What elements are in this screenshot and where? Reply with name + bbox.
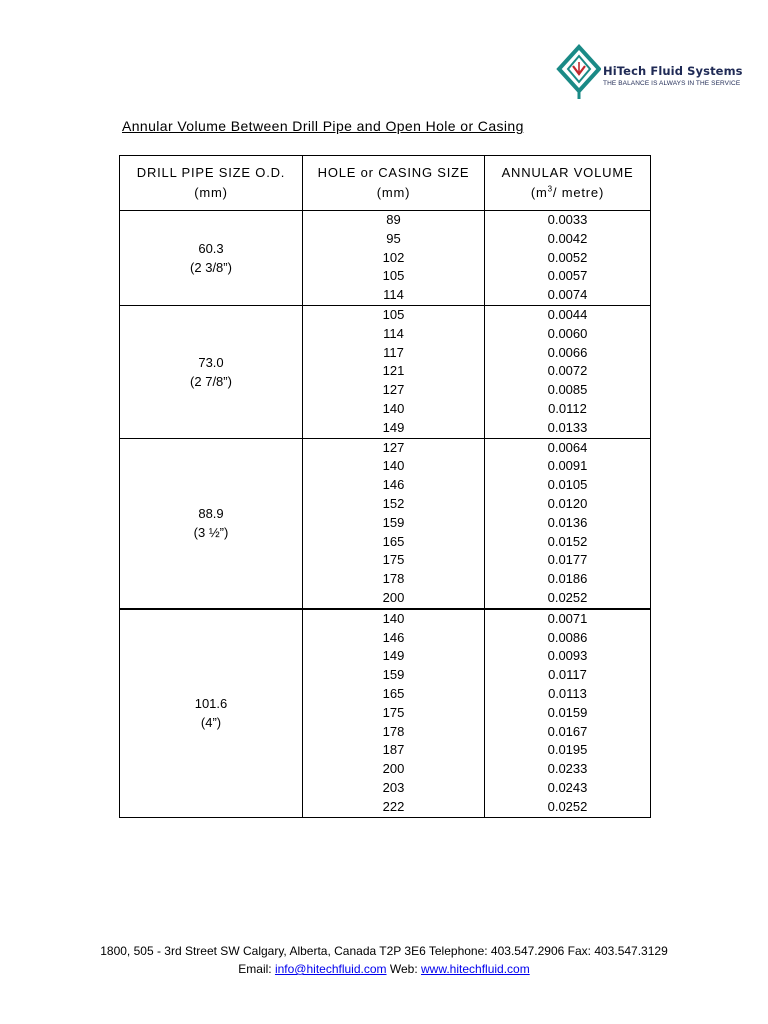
pipe-size-mm: 60.3 bbox=[198, 240, 224, 256]
table-row bbox=[120, 609, 651, 817]
hole-size-value: 200 bbox=[382, 761, 405, 777]
annular-volume-value: 0.0072 bbox=[547, 363, 588, 379]
annular-volume-cell bbox=[485, 305, 651, 438]
annular-volume-value: 0.0086 bbox=[547, 629, 588, 645]
hole-size-value: 149 bbox=[382, 648, 405, 664]
pipe-size-inches: (2 7/8”) bbox=[190, 373, 232, 389]
hole-size-value: 140 bbox=[382, 610, 405, 626]
hole-size-value: 140 bbox=[382, 400, 405, 416]
annular-volume-value: 0.0136 bbox=[547, 514, 588, 530]
hole-size-value: 165 bbox=[382, 685, 405, 701]
annular-volume-value: 0.0112 bbox=[548, 400, 587, 416]
hole-size-value: 114 bbox=[383, 287, 404, 303]
annular-volume-cell bbox=[485, 211, 651, 306]
annular-volume-table bbox=[119, 155, 651, 818]
header-hole-casing-size: HOLE or CASING SIZE (mm) bbox=[303, 156, 485, 211]
footer-contact: Email: info@hitechfluid.com Web: www.hitechfluid.com bbox=[238, 962, 530, 976]
pipe-size-mm: 73.0 bbox=[198, 354, 224, 370]
email-link[interactable]: info@hitechfluid.com bbox=[274, 962, 387, 976]
hole-size-value: 146 bbox=[382, 477, 405, 493]
table-row bbox=[120, 305, 651, 438]
hole-size-value: 149 bbox=[382, 419, 405, 435]
annular-volume-value: 0.0057 bbox=[547, 268, 588, 284]
drill-pipe-size-cell bbox=[120, 305, 303, 438]
annular-volume-value: 0.0093 bbox=[547, 648, 588, 664]
hole-size-value: 165 bbox=[382, 533, 405, 549]
brand-name: HiTech Fluid Systems bbox=[603, 64, 743, 78]
drill-pipe-size-cell bbox=[120, 438, 303, 609]
hole-size-value: 222 bbox=[382, 798, 405, 814]
hole-size-value: 117 bbox=[383, 344, 404, 360]
annular-volume-value: 0.0252 bbox=[547, 798, 588, 814]
annular-volume-value: 0.0252 bbox=[547, 589, 588, 605]
hole-size-value: 187 bbox=[382, 742, 405, 758]
hole-size-value: 178 bbox=[382, 723, 405, 739]
hole-size-value: 95 bbox=[386, 230, 401, 246]
hole-size-cell bbox=[303, 609, 485, 817]
hole-size-value: 159 bbox=[382, 667, 405, 683]
table-body bbox=[120, 211, 651, 818]
annular-volume-value: 0.0085 bbox=[547, 382, 588, 398]
annular-volume-value: 0.0066 bbox=[547, 344, 588, 360]
pipe-size-inches: (3 ½”) bbox=[193, 525, 229, 541]
annular-volume-value: 0.0133 bbox=[547, 419, 588, 435]
annular-volume-value: 0.0044 bbox=[547, 306, 588, 322]
hole-size-value: 175 bbox=[382, 704, 405, 720]
hole-size-value: 102 bbox=[382, 249, 405, 265]
header-drill-pipe-size: DRILL PIPE SIZE O.D. (mm) bbox=[120, 156, 303, 211]
pipe-size-inches: (2 3/8”) bbox=[190, 259, 232, 275]
pipe-size-mm: 88.9 bbox=[198, 506, 224, 522]
table-row bbox=[120, 211, 651, 306]
annular-volume-value: 0.0105 bbox=[547, 477, 588, 493]
footer-address: 1800, 505 - 3rd Street SW Calgary, Alberta, Canada T2P 3E6 Telephone: 403.547.2906 Fax: 403.547.3129 bbox=[100, 944, 668, 958]
annular-volume-value: 0.0052 bbox=[547, 249, 588, 265]
hole-size-value: 200 bbox=[382, 589, 405, 605]
annular-volume-value: 0.0233 bbox=[547, 761, 588, 777]
hole-size-value: 89 bbox=[386, 212, 401, 227]
hole-size-value: 175 bbox=[382, 552, 405, 568]
annular-volume-value: 0.0152 bbox=[547, 533, 588, 549]
drill-pipe-size-cell bbox=[120, 609, 303, 817]
annular-volume-value: 0.0186 bbox=[547, 571, 588, 587]
company-logo bbox=[553, 44, 763, 100]
annular-volume-value: 0.0167 bbox=[547, 723, 588, 739]
hole-size-cell bbox=[303, 438, 485, 609]
annular-volume-value: 0.0033 bbox=[547, 212, 588, 227]
hole-size-value: 203 bbox=[382, 779, 405, 795]
annular-volume-value: 0.0195 bbox=[547, 742, 588, 758]
hole-size-value: 105 bbox=[382, 268, 405, 284]
hole-size-value: 121 bbox=[382, 363, 405, 379]
annular-volume-value: 0.0091 bbox=[547, 458, 588, 474]
annular-volume-value: 0.0071 bbox=[547, 610, 588, 626]
annular-volume-value: 0.0060 bbox=[547, 325, 588, 341]
hole-size-value: 152 bbox=[382, 495, 405, 511]
hole-size-value: 178 bbox=[382, 571, 405, 587]
annular-volume-value: 0.0042 bbox=[547, 230, 588, 246]
annular-volume-value: 0.0120 bbox=[547, 495, 588, 511]
hole-size-value: 127 bbox=[382, 439, 405, 455]
annular-volume-value: 0.0117 bbox=[548, 667, 587, 683]
annular-volume-value: 0.0243 bbox=[547, 779, 588, 795]
page-title: Annular Volume Between Drill Pipe and Open Hole or Casing bbox=[122, 118, 524, 134]
hole-size-value: 140 bbox=[382, 458, 405, 474]
hole-size-value: 127 bbox=[382, 382, 405, 398]
header-annular-volume: ANNULAR VOLUME ($m^3/$ metre) bbox=[485, 156, 651, 211]
hole-size-value: 159 bbox=[382, 514, 405, 530]
web-link[interactable]: www.hitechfluid.com bbox=[421, 962, 530, 976]
brand-tagline: THE BALANCE IS ALWAYS IN THE SERVICE bbox=[603, 80, 741, 87]
diamond-logo-icon bbox=[553, 44, 601, 100]
annular-volume-value: 0.0064 bbox=[547, 439, 588, 455]
table-header-row bbox=[120, 156, 651, 211]
pipe-size-inches: (4”) bbox=[200, 715, 222, 731]
annular-volume-cell bbox=[485, 438, 651, 609]
annular-volume-value: 0.0177 bbox=[547, 552, 588, 568]
hole-size-value: 146 bbox=[382, 629, 405, 645]
annular-volume-value: 0.0074 bbox=[547, 287, 588, 303]
table-row bbox=[120, 438, 651, 609]
pipe-size-mm: 101.6 bbox=[194, 696, 228, 712]
hole-size-cell bbox=[303, 305, 485, 438]
annular-volume-value: 0.0113 bbox=[548, 685, 587, 701]
drill-pipe-size-cell bbox=[120, 211, 303, 306]
hole-size-value: 105 bbox=[382, 306, 405, 322]
annular-volume-cell bbox=[485, 609, 651, 817]
annular-volume-value: 0.0159 bbox=[547, 704, 588, 720]
hole-size-cell bbox=[303, 211, 485, 306]
hole-size-value: 114 bbox=[383, 325, 404, 341]
